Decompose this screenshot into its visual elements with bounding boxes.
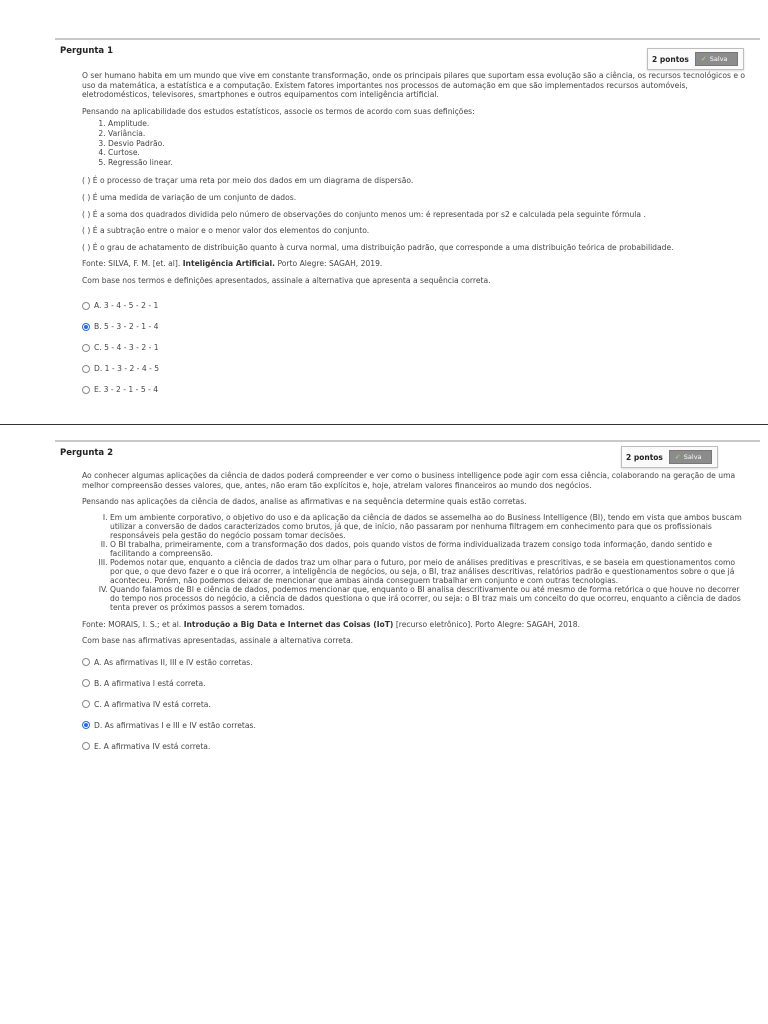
question-1-top-border <box>55 38 760 40</box>
definition-item: ( ) É o processo de traçar uma reta por meio dos dados em um diagrama de dispersão. <box>82 176 414 186</box>
checkmark-icon: ✓ <box>700 55 707 63</box>
question-2-options <box>82 652 746 757</box>
option-label: E. A afirmativa IV está correta. <box>94 741 211 751</box>
question-2-panel <box>55 440 760 800</box>
source-title: Introdução a Big Data e Internet das Coisas (IoT) <box>183 619 394 629</box>
definition-item: ( ) É o grau de achatamento de distribuição quanto à curva normal, uma distribuição padrão, que corresponde a uma distribuição teórica de probabilidade. <box>82 242 674 252</box>
term-item: 4. Curtose. <box>108 148 746 158</box>
option-label: B. A afirmativa I está correta. <box>94 678 206 688</box>
option-label: E. 3 - 2 - 1 - 5 - 4 <box>94 385 159 395</box>
checkmark-icon: ✓ <box>674 453 681 461</box>
question-1-body <box>82 71 746 401</box>
radio-button[interactable] <box>82 386 90 394</box>
question-2-saved-label: Salva <box>683 453 702 461</box>
option-a[interactable] <box>82 296 746 317</box>
radio-button[interactable] <box>82 344 90 352</box>
radio-button[interactable] <box>82 365 90 373</box>
radio-button[interactable] <box>82 323 90 331</box>
option-a[interactable] <box>82 652 746 673</box>
option-e[interactable] <box>82 380 746 401</box>
question-1-points: 2 pontos <box>652 54 689 64</box>
term-item: 1. Amplitude. <box>108 119 746 129</box>
question-2-body <box>82 471 746 757</box>
question-1-saved-badge <box>695 52 738 66</box>
question-2-title: Pergunta 2 <box>60 448 114 458</box>
statement-item: II. O BI trabalha, primeiramente, com a transformação dos dados, pois quando vistos de forma individualizada trazem consigo toda informação, dando sentido e facilitando a compreensão. <box>110 540 746 558</box>
option-label: B. 5 - 3 - 2 - 1 - 4 <box>94 322 159 332</box>
option-label: D. 1 - 3 - 2 - 4 - 5 <box>94 364 160 374</box>
question-2-source <box>82 620 746 630</box>
question-2-intro: Ao conhecer algumas aplicações da ciência de dados poderá compreender e ver como o business intelligence pode agir com essa ciência, colaborando na geração de uma melhor compreensão desses valores, que, antes, não eram tão explícitos e, hoje, atrelam valores financeiros ao mundo dos negócios. <box>82 471 736 490</box>
option-d[interactable] <box>82 359 746 380</box>
question-1-terms-list <box>82 119 746 167</box>
question-1-instruction: Pensando na aplicabilidade dos estudos estatísticos, associe os termos de acordo com suas definições: <box>82 106 475 116</box>
option-label: A. As afirmativas II, III e IV estão corretas. <box>94 657 253 667</box>
statement-item: IV. Quando falamos de BI e ciência de dados, podemos mencionar que, enquanto o BI analisa descritivamente ou até mesmo de forma retórica o que houve no decorrer do tempo nos processos do negócio, a ciência de dados questiona o que irá ocorrer, ou seja: o BI traz mais um conceito do que ocorreu, enquanto a ciência de dados tenta prever os próximos passos a serem tomados. <box>110 585 746 612</box>
source-suffix: Porto Alegre: SAGAH, 2019. <box>277 259 383 269</box>
question-2-points-box <box>621 446 718 468</box>
question-1-title: Pergunta 1 <box>60 46 114 56</box>
question-1-options <box>82 296 746 401</box>
option-e[interactable] <box>82 736 746 757</box>
source-prefix: Fonte: SILVA, F. M. [et. al]. <box>82 259 181 269</box>
source-prefix: Fonte: MORAIS, I. S.; et al. <box>82 619 182 629</box>
radio-button[interactable] <box>82 700 90 708</box>
question-2-prompt: Com base nas afirmativas apresentadas, assinale a alternativa correta. <box>82 636 354 646</box>
question-2-statements <box>82 513 746 612</box>
option-c[interactable] <box>82 694 746 715</box>
radio-button[interactable] <box>82 679 90 687</box>
statement-item: III. Podemos notar que, enquanto a ciência de dados traz um olhar para o futuro, por meio de análises preditivas e prescritivas, e se baseia em questionamentos como por que, o que devo fazer e o que irá ocorrer, a inteligência de negócios, ou seja, o BI, traz análises descritivas, relatórios padrão e questionamentos sobre o que já aconteceu. Porém, não podemos deixar de mencionar que ambas ainda conseguem trabalhar em conjunto e com outras tecnologias. <box>110 558 746 585</box>
radio-button[interactable] <box>82 302 90 310</box>
option-label: C. 5 - 4 - 3 - 2 - 1 <box>94 343 159 353</box>
option-label: C. A afirmativa IV está correta. <box>94 699 211 709</box>
radio-button[interactable] <box>82 658 90 666</box>
question-1-prompt: Com base nos termos e definições apresentados, assinale a alternativa que apresenta a sequência correta. <box>82 275 491 285</box>
question-2-saved-badge <box>669 450 712 464</box>
option-d[interactable] <box>82 715 746 736</box>
question-2-points: 2 pontos <box>626 452 663 462</box>
term-item: 2. Variância. <box>108 129 746 139</box>
question-2-instruction: Pensando nas aplicações da ciência de dados, analise as afirmativas e na sequência determine quais estão corretas. <box>82 497 527 507</box>
definition-item: ( ) É uma medida de variação de um conjunto de dados. <box>82 192 297 202</box>
option-b[interactable] <box>82 317 746 338</box>
question-1-points-box <box>647 48 744 70</box>
radio-button[interactable] <box>82 721 90 729</box>
option-b[interactable] <box>82 673 746 694</box>
definition-item: ( ) É a soma dos quadrados dividida pelo número de observações do conjunto menos um: é representada por s2 e calculada pela seguinte fórmula . <box>82 209 646 219</box>
question-1-intro: O ser humano habita em um mundo que vive em constante transformação, onde os principais pilares que suportam essa evolução são a ciência, os recursos tecnológicos e o uso da matemática, a estatística e a computação. Existem fatores importantes nos processos de automação em que são implementados recursos automóveis, eletrodomésticos, televisores, smartphones e outros equipamentos com inteligência artificial. <box>82 71 746 100</box>
statement-item: I. Em um ambiente corporativo, o objetivo do uso e da aplicação da ciência de dados se assemelha ao do Business Intelligence (BI), tendo em vista que ambos buscam utilizar a conversão de dados caracterizados como brutos, já que, de início, não passaram por nenhuma filtragem em conhecimento para que os profissionais responsáveis pela gestão do negócio possam tomar decisões. <box>110 513 746 540</box>
term-item: 5. Regressão linear. <box>108 158 746 168</box>
question-2-top-border <box>55 440 760 442</box>
option-label: D. As afirmativas I e III e IV estão corretas. <box>94 720 256 730</box>
question-1-saved-label: Salva <box>709 55 728 63</box>
option-label: A. 3 - 4 - 5 - 2 - 1 <box>94 301 159 311</box>
radio-button[interactable] <box>82 742 90 750</box>
screenshot-divider <box>0 424 768 425</box>
question-1-panel <box>55 38 760 426</box>
definition-item: ( ) É a subtração entre o maior e o menor valor dos elementos do conjunto. <box>82 226 370 236</box>
source-title: Inteligência Artificial. <box>182 259 276 269</box>
source-suffix: [recurso eletrônico]. Porto Alegre: SAGAH, 2018. <box>395 619 580 629</box>
option-c[interactable] <box>82 338 746 359</box>
term-item: 3. Desvio Padrão. <box>108 139 746 149</box>
question-1-source <box>82 259 746 269</box>
